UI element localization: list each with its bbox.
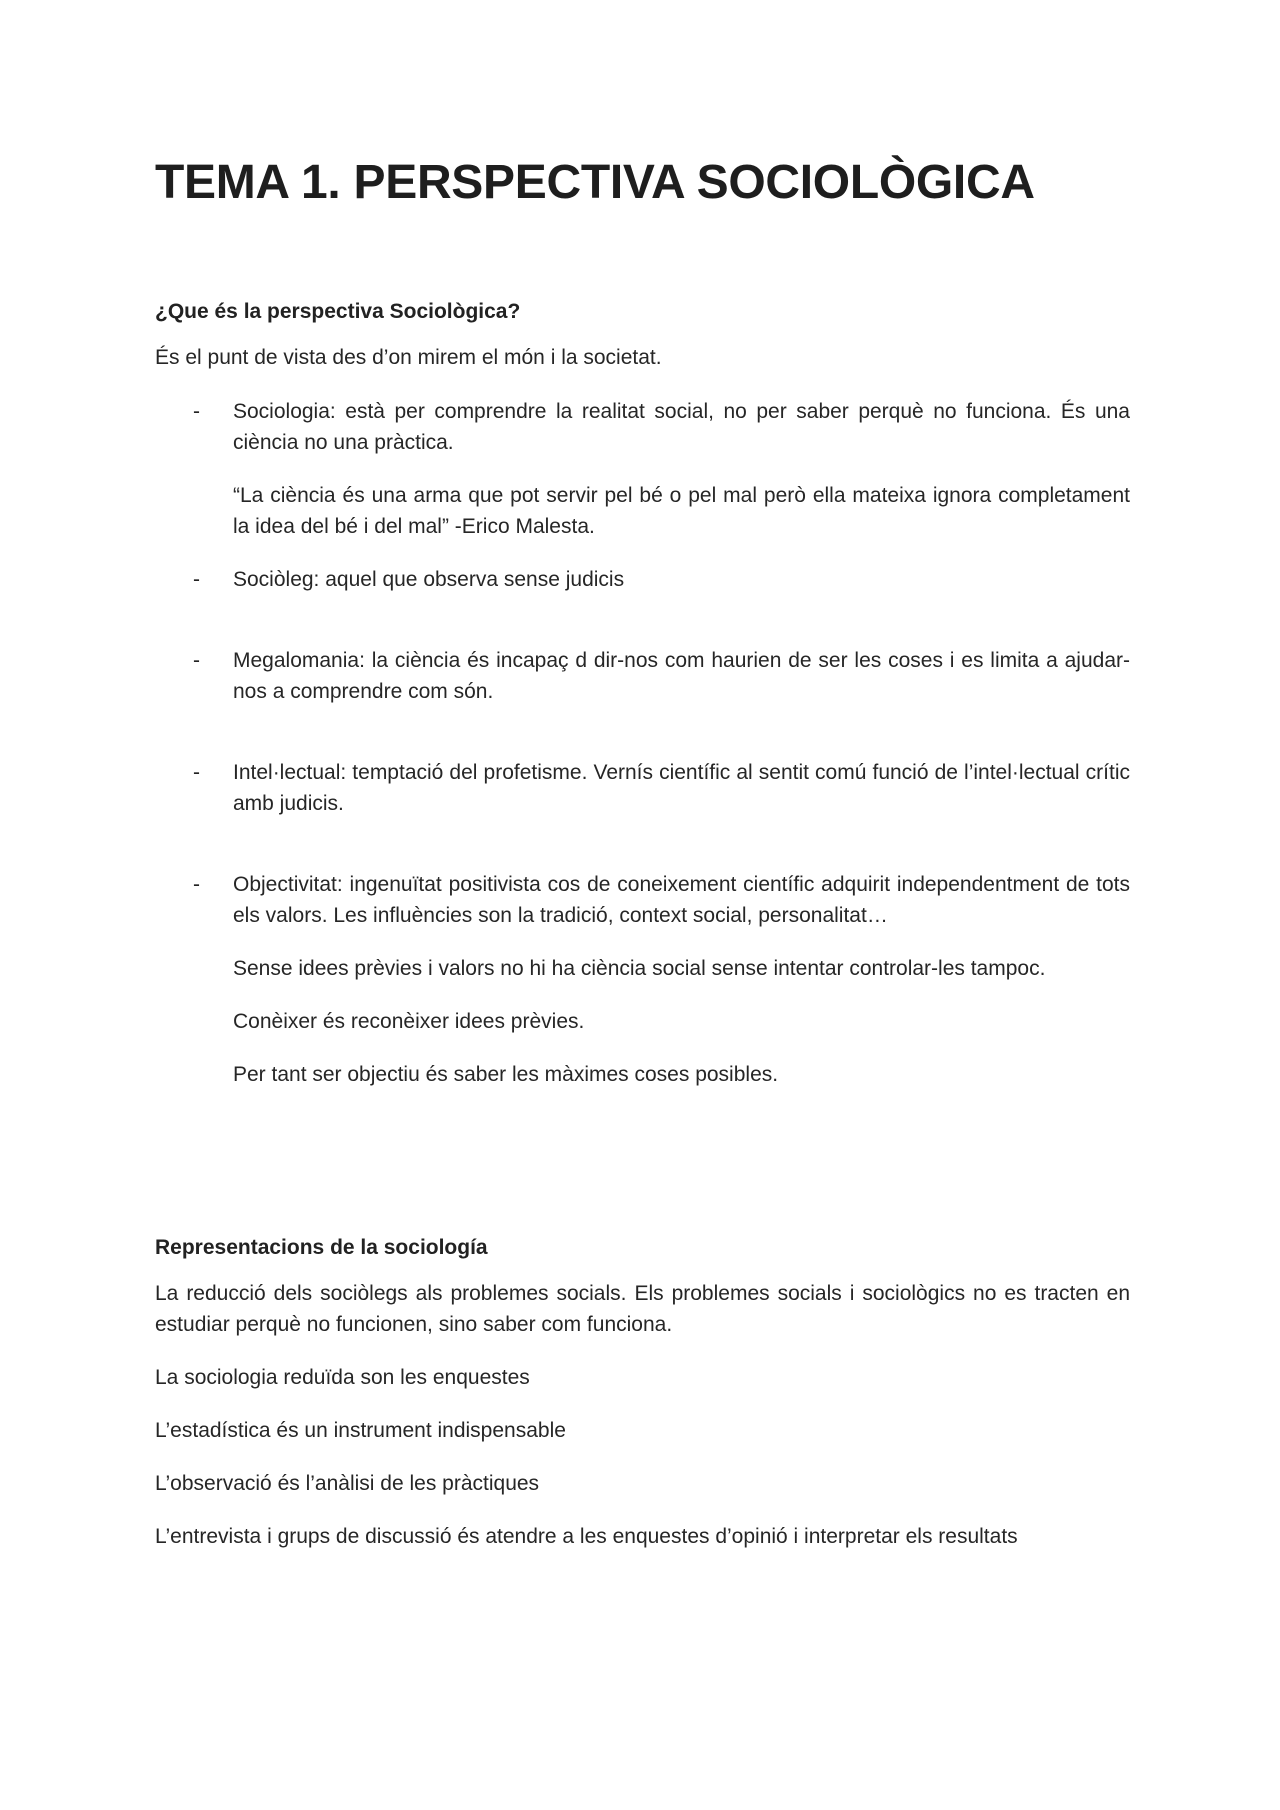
- list-item-megalomania: [155, 645, 1130, 707]
- item-extra-text: Per tant ser objectiu és saber les màximes coses posibles.: [233, 1063, 779, 1086]
- dash-bullet: -: [193, 873, 200, 896]
- item-extra-text: Conèixer és reconèixer idees prèvies.: [233, 1010, 585, 1033]
- intro-paragraph: És el punt de vista des d’on mirem el món i la societat.: [155, 346, 662, 369]
- item-text: Intel·lectual: temptació del profetisme. Vernís científic al sentit comú funció de l’intel·lectual crític amb judicis.: [233, 761, 1130, 815]
- list-item-sociologia: [155, 396, 1130, 542]
- section-heading: Representacions de la sociología: [155, 1236, 488, 1259]
- quote-text: “La ciència és una arma que pot servir pel bé o pel mal però ella mateixa ignora completament la idea del bé i del mal” -Erico Malesta.: [233, 484, 1130, 538]
- item-text: Objectivitat: ingenuïtat positivista cos de coneixement científic adquirit independentment de tots els valors. Les influències son la tradició, context social, personalitat…: [233, 873, 1130, 927]
- paragraph: La sociologia reduïda son les enquestes: [155, 1366, 530, 1389]
- list-item-intellectual: [155, 757, 1130, 819]
- item-text: Megalomania: la ciència és incapaç d dir-nos com haurien de ser les coses i es limita a ajudar-nos a comprendre com són.: [233, 649, 1130, 703]
- section-representacions: [155, 1236, 1130, 1552]
- definition-list: [155, 396, 1130, 1090]
- dash-bullet: -: [193, 761, 200, 784]
- paragraph: L’observació és l’anàlisi de les pràctiques: [155, 1472, 540, 1495]
- page-title: TEMA 1. PERSPECTIVA SOCIOLÒGICA: [155, 156, 1035, 209]
- item-text: Sociòleg: aquel que observa sense judicis: [233, 568, 625, 591]
- section-perspectiva: [155, 300, 1130, 1090]
- item-extra-text: Sense idees prèvies i valors no hi ha ciència social sense intentar controlar-les tampoc.: [233, 957, 1046, 980]
- dash-bullet: -: [193, 400, 200, 423]
- dash-bullet: -: [193, 649, 200, 672]
- list-item-socioleg: [155, 564, 1130, 595]
- dash-bullet: -: [193, 568, 200, 591]
- list-item-objectivitat: [155, 869, 1130, 1090]
- paragraph: L’entrevista i grups de discussió és atendre a les enquestes d’opinió i interpretar els resultats: [155, 1525, 1018, 1548]
- section-heading: ¿Que és la perspectiva Sociològica?: [155, 300, 521, 323]
- paragraph: La reducció dels sociòlegs als problemes socials. Els problemes socials i sociològics no es tracten en estudiar perquè no funcionen, sino saber com funciona.: [155, 1282, 1130, 1336]
- item-text: Sociologia: està per comprendre la realitat social, no per saber perquè no funciona. És una ciència no una pràctica.: [233, 400, 1130, 454]
- paragraph: L’estadística és un instrument indispensable: [155, 1419, 566, 1442]
